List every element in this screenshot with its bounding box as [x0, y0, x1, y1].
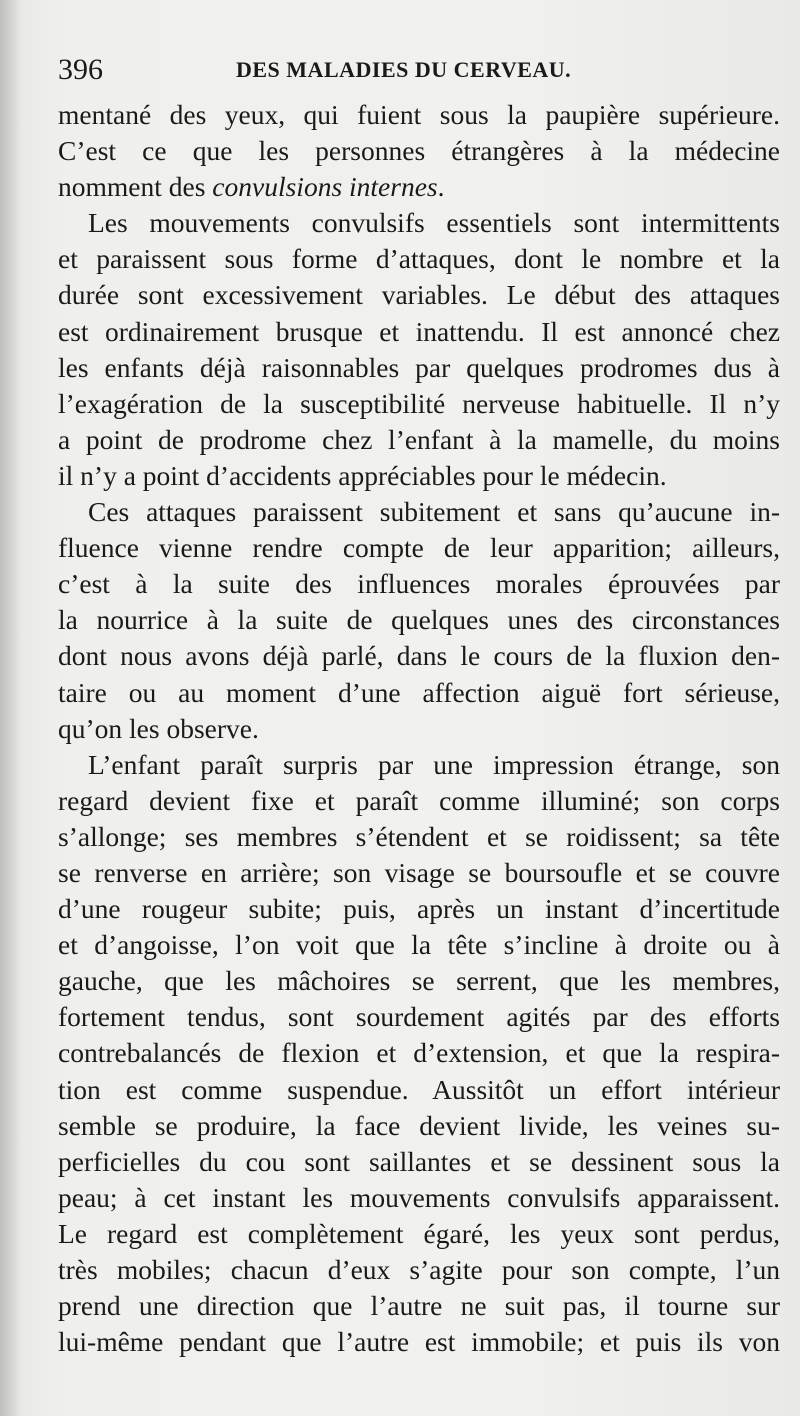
text-line: prend une direction que l’autre ne suit pas, il tourne sur [58, 1290, 780, 1322]
text-line: taire ou au moment d’une affection aiguë fort sérieuse, [58, 676, 780, 708]
text-line: Le regard est complètement égaré, les yeux sont perdus, [58, 1217, 780, 1249]
text-line: mentané des yeux, qui fuient sous la paupière supérieure. [58, 99, 780, 130]
running-head: DES MALADIES DU CERVEAU. [236, 57, 572, 82]
text-line: est ordinairement brusque et inattendu. Il est annoncé chez [58, 315, 780, 347]
text-line: a point de prodrome chez l’enfant à la mamelle, du moins [58, 423, 780, 455]
text-line: c’est à la suite des influences morales éprouvées par [58, 568, 780, 600]
italic-term: convulsions internes [212, 171, 438, 203]
text-line: qu’on les observe. [58, 712, 259, 744]
page-number: 396 [58, 53, 103, 86]
text-line: lui-même pendant que l’autre est immobile; et puis ils von [58, 1326, 780, 1358]
text-line: dont nous avons déjà parlé, dans le cours de la fluxion den- [58, 640, 780, 672]
page-gutter-shadow [0, 0, 22, 1416]
text-line: se renverse en arrière; son visage se boursoufle et se couvre [58, 856, 780, 888]
text-line: très mobiles; chacun d’eux s’agite pour son compte, l’un [58, 1254, 780, 1285]
text-line: gauche, que les mâchoires se serrent, que les membres, [58, 965, 780, 997]
text-line: l’exagération de la susceptibilité nerveuse habituelle. Il n’y [58, 387, 780, 419]
body-text [58, 97, 780, 1360]
text-line: tion est comme suspendue. Aussitôt un effort intérieur [58, 1073, 780, 1105]
text-line: contrebalancés de flexion et d’extension, et que la respira- [58, 1037, 780, 1069]
text-line: il n’y a point d’accidents appréciables pour le médecin. [58, 459, 667, 491]
text-line: la nourrice à la suite de quelques unes des circonstances [58, 604, 780, 636]
text-line: C’est ce que les personnes étrangères à la médecine [58, 135, 780, 167]
text-segment: . [437, 171, 445, 203]
text-line: Les mouvements convulsifs essentiels sont intermittents [88, 207, 780, 239]
text-segment: nomment des [58, 171, 213, 203]
text-line [58, 169, 780, 205]
text-line: perficielles du cou sont saillantes et se dessinent sous la [58, 1145, 780, 1177]
text-line: semble se produire, la face devient livide, les veines su- [58, 1109, 780, 1141]
page-header [58, 52, 762, 88]
text-line: les enfants déjà raisonnables par quelques prodromes dus à [58, 351, 780, 383]
text-line: d’une rougeur subite; puis, après un instant d’incertitude [58, 893, 780, 925]
text-line: fluence vienne rendre compte de leur apparition; ailleurs, [58, 532, 780, 564]
text-line: et paraissent sous forme d’attaques, dont le nombre et la [58, 243, 780, 275]
text-line: regard devient fixe et paraît comme illuminé; son corps [58, 784, 780, 816]
text-line: fortement tendus, sont sourdement agités par des efforts [58, 1001, 780, 1033]
text-line: peau; à cet instant les mouvements convulsifs apparaissent. [58, 1181, 780, 1213]
text-line: Ces attaques paraissent subitement et sans qu’aucune in- [88, 496, 780, 528]
text-line: s’allonge; ses membres s’étendent et se roidissent; sa tête [58, 820, 780, 852]
text-line: L’enfant paraît surpris par une impression étrange, son [88, 748, 780, 780]
text-line: et d’angoisse, l’on voit que la tête s’incline à droite ou à [58, 929, 780, 961]
text-line: durée sont excessivement variables. Le début des attaques [58, 279, 780, 311]
